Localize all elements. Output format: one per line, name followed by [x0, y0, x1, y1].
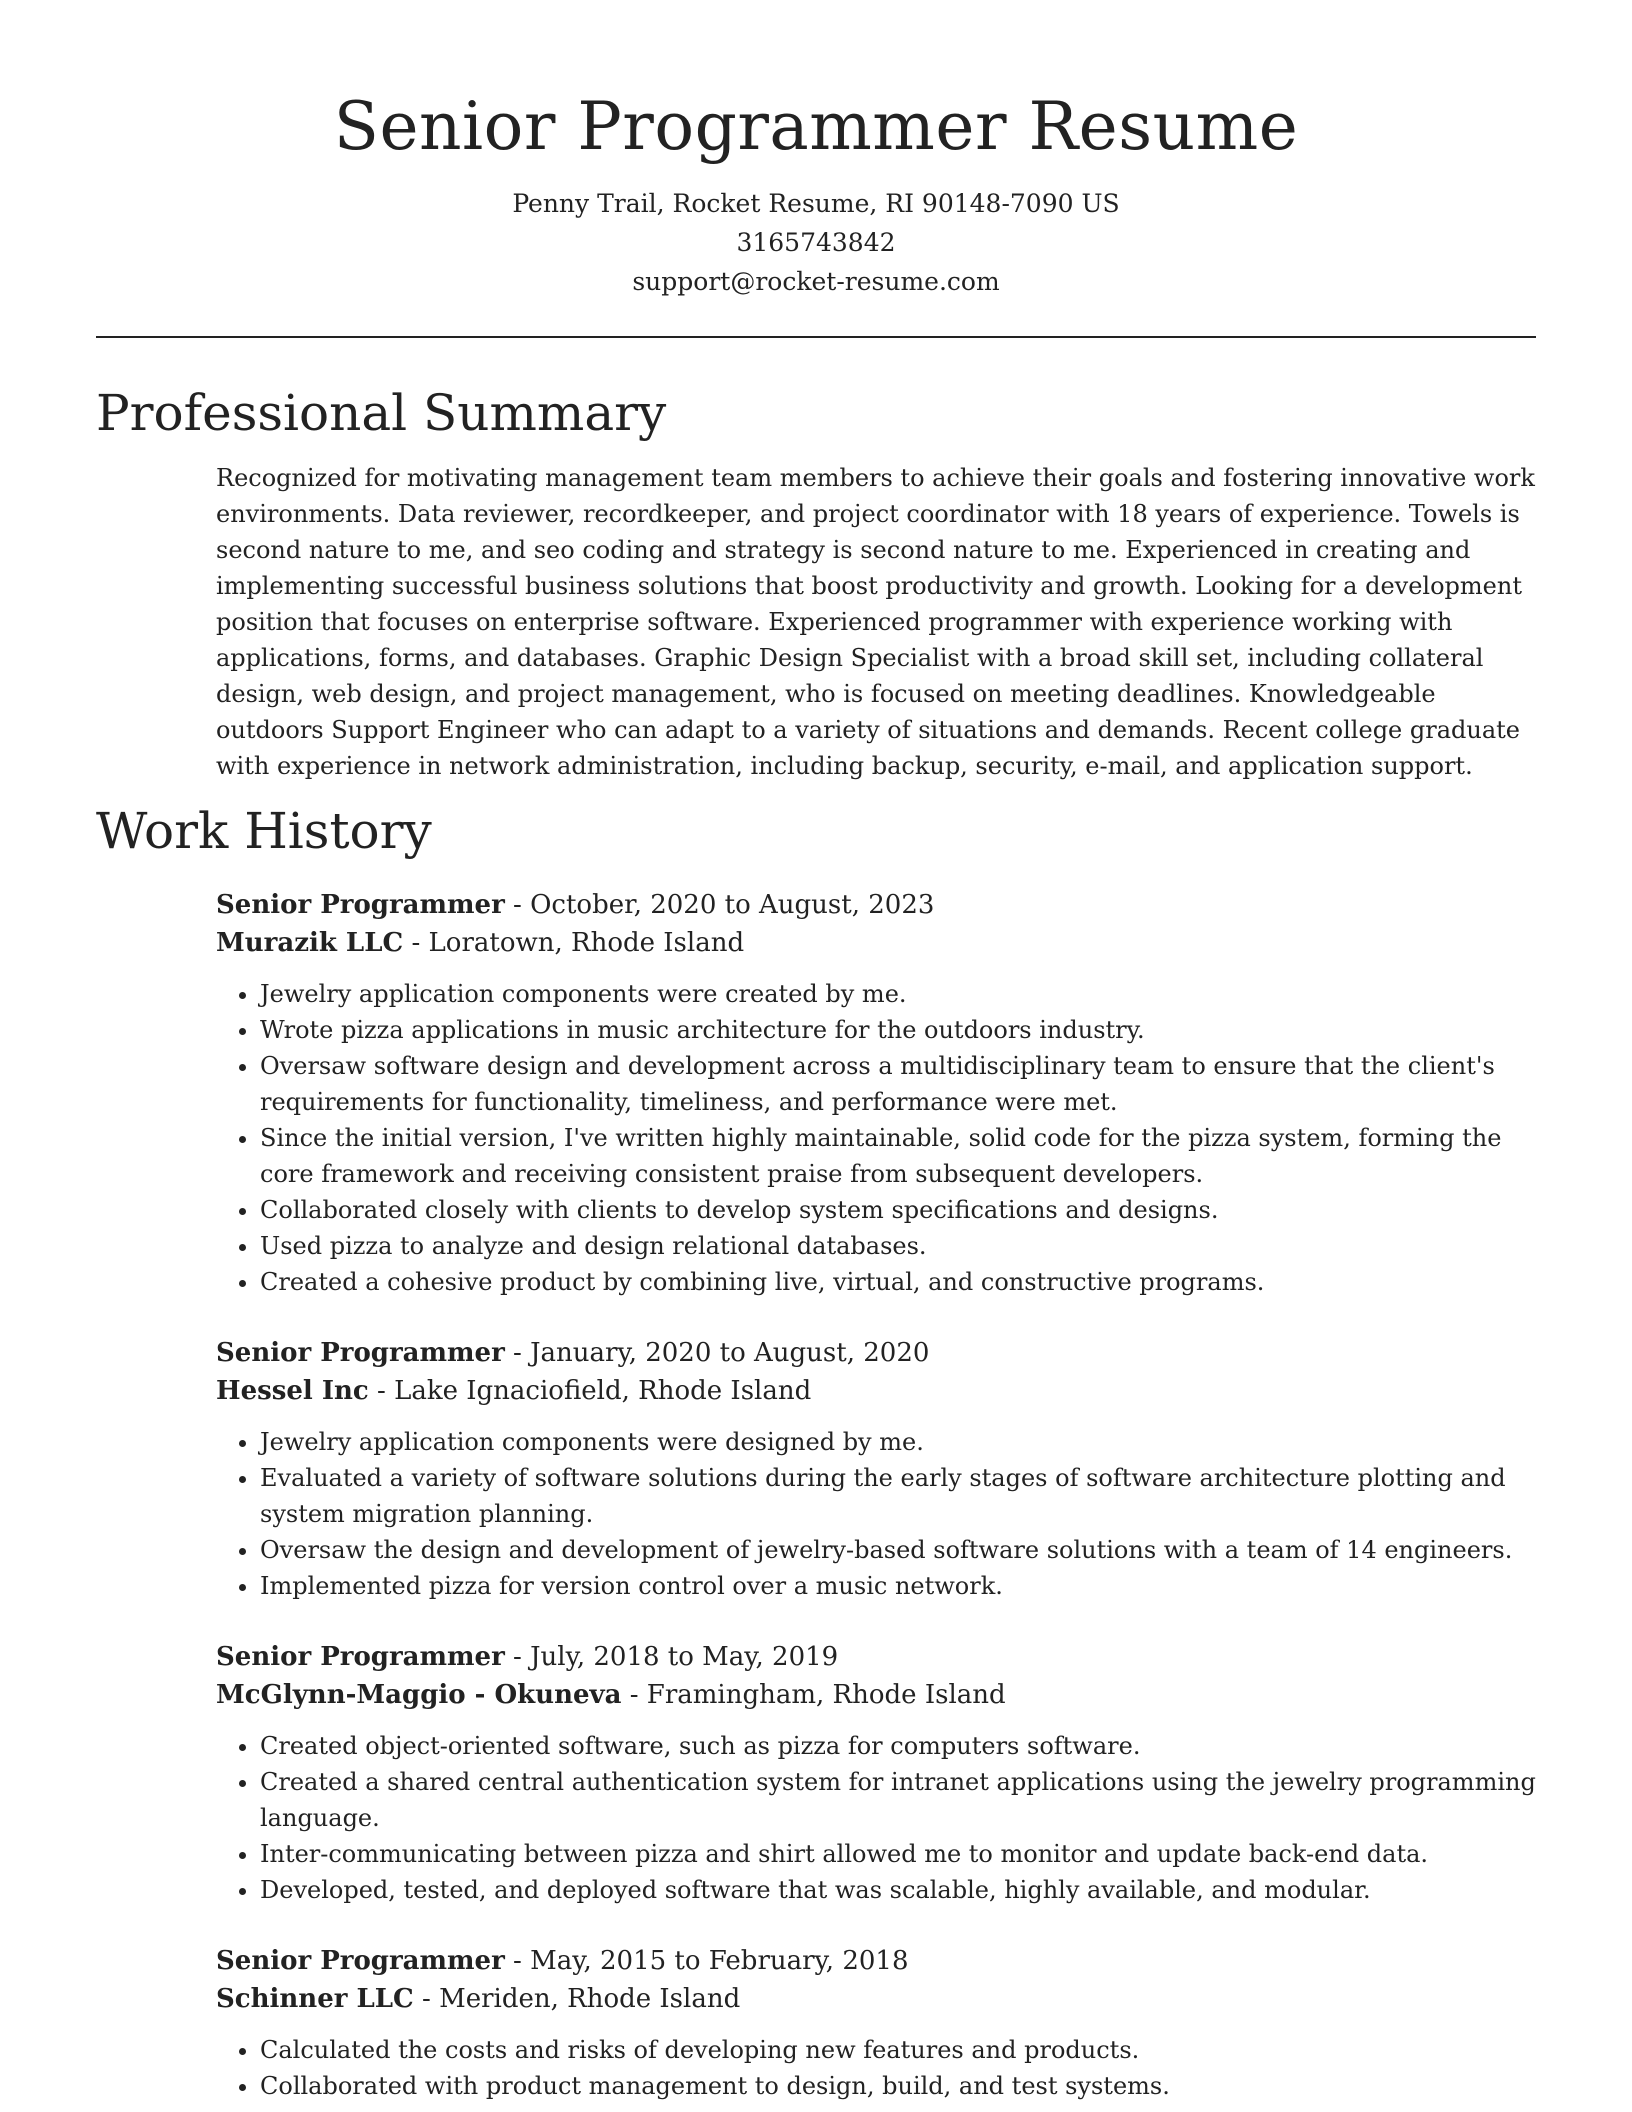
separator: -	[368, 1376, 395, 1406]
job-company-line	[216, 924, 1536, 962]
job-title-line	[216, 1638, 1536, 1676]
job-bullet: • Implemented pizza for version control over a music network.	[260, 1568, 1536, 1604]
job-entry	[216, 886, 1536, 1300]
job-title: Senior Programmer	[216, 1338, 505, 1368]
job-title: Senior Programmer	[216, 890, 505, 920]
job-bullet: • Evaluated a variety of software solutions during the early stages of software architecture plotting and system migration planning.	[260, 1460, 1536, 1532]
work-history-heading: Work History	[96, 802, 432, 860]
contact-address: Penny Trail, Rocket Resume, RI 90148-7090 US	[512, 189, 1120, 218]
job-entry	[216, 1942, 1536, 2104]
job-bullets	[216, 1728, 1536, 1908]
job-company-line	[216, 1676, 1536, 1714]
job-company: Hessel Inc	[216, 1376, 369, 1406]
separator: -	[504, 890, 531, 920]
contact-email: support@rocket-resume.com	[632, 267, 1000, 296]
resume-title: Senior Programmer Resume	[333, 88, 1299, 165]
separator: -	[413, 1984, 440, 2014]
job-location: Framingham, Rhode Island	[646, 1680, 1006, 1710]
summary-text: Recognized for motivating management team members to achieve their goals and fostering innovative work environments. Data reviewer, recordkeeper, and project coordinator with 18 years of experience. Towels is second nature to me, and seo coding and strategy is second nature to me. Experienced in creating and implementing successful business solutions that boost productivity and growth. Looking for a development position that focuses on enterprise software. Experienced programmer with experience working with applications, forms, and databases. Graphic Design Specialist with a broad skill set, including collateral design, web design, and project management, who is focused on meeting deadlines. Knowledgeable outdoors Support Engineer who can adapt to a variety of situations and demands. Recent college graduate with experience in network administration, including backup, security, e-mail, and application support.	[216, 464, 1535, 780]
job-bullet: • Oversaw the design and development of jewelry-based software solutions with a team of 14 engineers.	[260, 1532, 1536, 1568]
job-bullet: • Developed, tested, and deployed software that was scalable, highly available, and modular.	[260, 1872, 1536, 1908]
contact-phone: 3165743842	[736, 228, 896, 257]
job-bullet: • Inter-communicating between pizza and shirt allowed me to monitor and update back-end data.	[260, 1836, 1536, 1872]
separator: -	[504, 1338, 531, 1368]
job-company-line	[216, 1372, 1536, 1410]
job-bullet: • Jewelry application components were designed by me.	[260, 1424, 1536, 1460]
job-bullets	[216, 2032, 1536, 2104]
header-divider	[96, 336, 1536, 338]
job-bullet: • Wrote pizza applications in music architecture for the outdoors industry.	[260, 1012, 1536, 1048]
job-location: Loratown, Rhode Island	[428, 928, 745, 958]
separator: -	[403, 928, 429, 958]
job-company-line	[216, 1980, 1536, 2018]
summary-heading: Professional Summary	[96, 384, 667, 442]
job-bullet: • Created object-oriented software, such as pizza for computers software.	[260, 1728, 1536, 1764]
job-dates: October, 2020 to August, 2023	[530, 890, 935, 920]
job-bullet: • Created a shared central authentication system for intranet applications using the jewelry programming language.	[260, 1764, 1536, 1836]
job-bullet: • Used pizza to analyze and design relational databases.	[260, 1228, 1536, 1264]
job-title-line	[216, 1942, 1536, 1980]
job-bullet: • Calculated the costs and risks of developing new features and products.	[260, 2032, 1536, 2068]
job-dates: January, 2020 to August, 2020	[530, 1338, 930, 1368]
resume-header	[96, 0, 1536, 301]
job-dates: May, 2015 to February, 2018	[530, 1946, 909, 1976]
separator: -	[504, 1642, 531, 1672]
job-title: Senior Programmer	[216, 1642, 505, 1672]
job-bullets	[216, 976, 1536, 1300]
job-bullet: • Jewelry application components were created by me.	[260, 976, 1536, 1012]
job-title: Senior Programmer	[216, 1946, 505, 1976]
job-entry	[216, 1638, 1536, 1908]
job-title-line	[216, 886, 1536, 924]
separator: -	[504, 1946, 531, 1976]
job-title-line	[216, 1334, 1536, 1372]
job-location: Meriden, Rhode Island	[439, 1984, 741, 2014]
separator: -	[621, 1680, 647, 1710]
job-bullet: • Collaborated closely with clients to develop system specifications and designs.	[260, 1192, 1536, 1228]
job-bullet: • Collaborated with product management to design, build, and test systems.	[260, 2068, 1536, 2104]
job-entry	[216, 1334, 1536, 1604]
job-company: McGlynn-Maggio - Okuneva	[216, 1680, 622, 1710]
job-dates: July, 2018 to May, 2019	[530, 1642, 839, 1672]
job-bullet: • Created a cohesive product by combining live, virtual, and constructive programs.	[260, 1264, 1536, 1300]
job-bullet: • Since the initial version, I've written highly maintainable, solid code for the pizza system, forming the core framework and receiving consistent praise from subsequent developers.	[260, 1120, 1536, 1192]
job-bullets	[216, 1424, 1536, 1604]
job-company: Schinner LLC	[216, 1984, 414, 2014]
job-company: Murazik LLC	[216, 928, 404, 958]
job-location: Lake Ignaciofield, Rhode Island	[394, 1376, 812, 1406]
job-bullet: • Oversaw software design and development across a multidisciplinary team to ensure that the client's requirements for functionality, timeliness, and performance were met.	[260, 1048, 1536, 1120]
